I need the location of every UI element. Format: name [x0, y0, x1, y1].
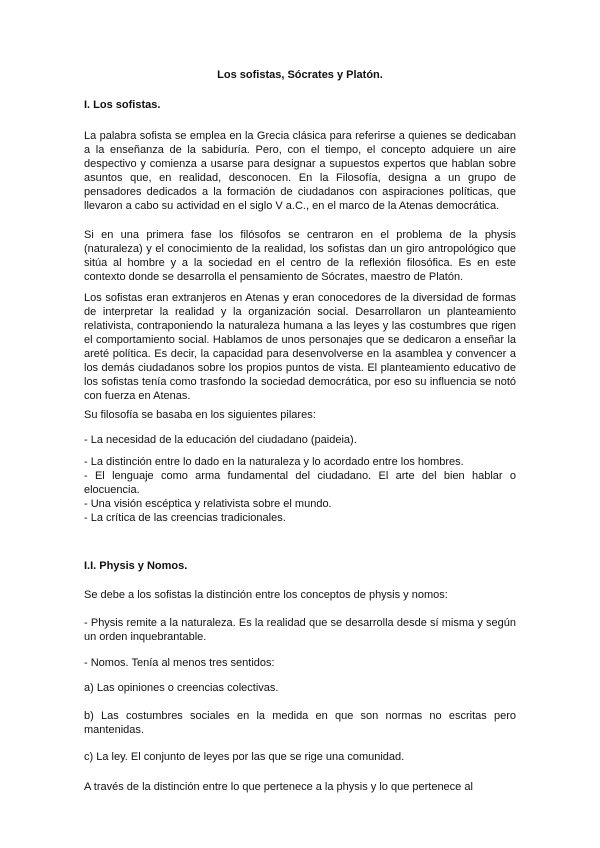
list-item: - Una visión escéptica y relativista sobre el mundo.	[84, 498, 332, 510]
paragraph-sofista-definition: La palabra sofista se emplea en la Grecia clásica para referirse a quienes se dedicaban a la enseñanza de la sabiduría. Pero, con el tiempo, el concepto adquiere un aire despectivo y comienza a usarse para designar a supuestos expertos que hablan sobre asuntos que, en realidad, desconocen. En la Filosofía, designa a un grupo de pensadores dedicados a la formación de ciudadanos con aspiraciones políticas, que llevaron a cabo su actividad en el siglo V a.C., en el marco de la Atenas democrática.	[84, 130, 516, 212]
paragraph-nomos-a: a) Las opiniones o creencias colectivas.	[84, 682, 279, 694]
list-item: - El lenguaje como arma fundamental del ciudadano. El arte del bien hablar o elocuencia.	[84, 470, 516, 496]
paragraph-extranjeros: Los sofistas eran extranjeros en Atenas y eran conocedores de la diversidad de formas de interpretar la realidad y la organización social. Desarrollaron un planteamiento relativista, contraponiendo la naturaleza humana a las leyes y las costumbres que rigen el comportamiento social. Hablamos de unos personajes que se dedicaron a enseñar la areté política. Es decir, la capacidad para desenvolverse en la asamblea y convencer a los demás ciudadanos sobre los propios puntos de vista. El planteamiento educativo de los sofistas tenía como trasfondo la sociedad democrática, por eso su influencia se notó con fuerza en Atenas.	[84, 292, 516, 402]
paragraph-nomos-c: c) La ley. El conjunto de leyes por las que se rige una comunidad.	[84, 751, 405, 763]
paragraph-nomos-b: b) Las costumbres sociales en la medida en que son normas no escritas pero mantenidas.	[84, 710, 516, 736]
paragraph-giro-antropologico: Si en una primera fase los filósofos se centraron en el problema de la physis (naturaleza) y el conocimiento de la realidad, los sofistas dan un giro antropológico que sitúa al hombre y a la sociedad en el centro de la reflexión filosófica. Es en este contexto donde se desarrolla el pensamiento de Sócrates, maestro de Platón.	[84, 229, 516, 283]
paragraph-pilares-intro: Su filosofía se basaba en los siguientes pilares:	[84, 409, 316, 421]
section-heading-physis-nomos: I.I. Physis y Nomos.	[84, 560, 188, 572]
list-item: - La necesidad de la educación del ciudadano (paideia).	[84, 434, 357, 446]
document-title: Los sofistas, Sócrates y Platón.	[217, 69, 383, 81]
list-item: - La crítica de las creencias tradicionales.	[84, 512, 286, 524]
paragraph-nomos: - Nomos. Tenía al menos tres sentidos:	[84, 657, 275, 669]
section-heading-sofistas: I. Los sofistas.	[84, 99, 161, 111]
paragraph-a-traves: A través de la distinción entre lo que pertenece a la physis y lo que pertenece al	[84, 781, 473, 793]
pillars-list	[84, 433, 516, 525]
list-item: - La distinción entre lo dado en la naturaleza y lo acordado entre los hombres.	[84, 456, 464, 468]
paragraph-distincion: Se debe a los sofistas la distinción entre los conceptos de physis y nomos:	[84, 589, 448, 601]
paragraph-physis: - Physis remite a la naturaleza. Es la realidad que se desarrolla desde sí misma y según un orden inquebrantable.	[84, 617, 516, 643]
